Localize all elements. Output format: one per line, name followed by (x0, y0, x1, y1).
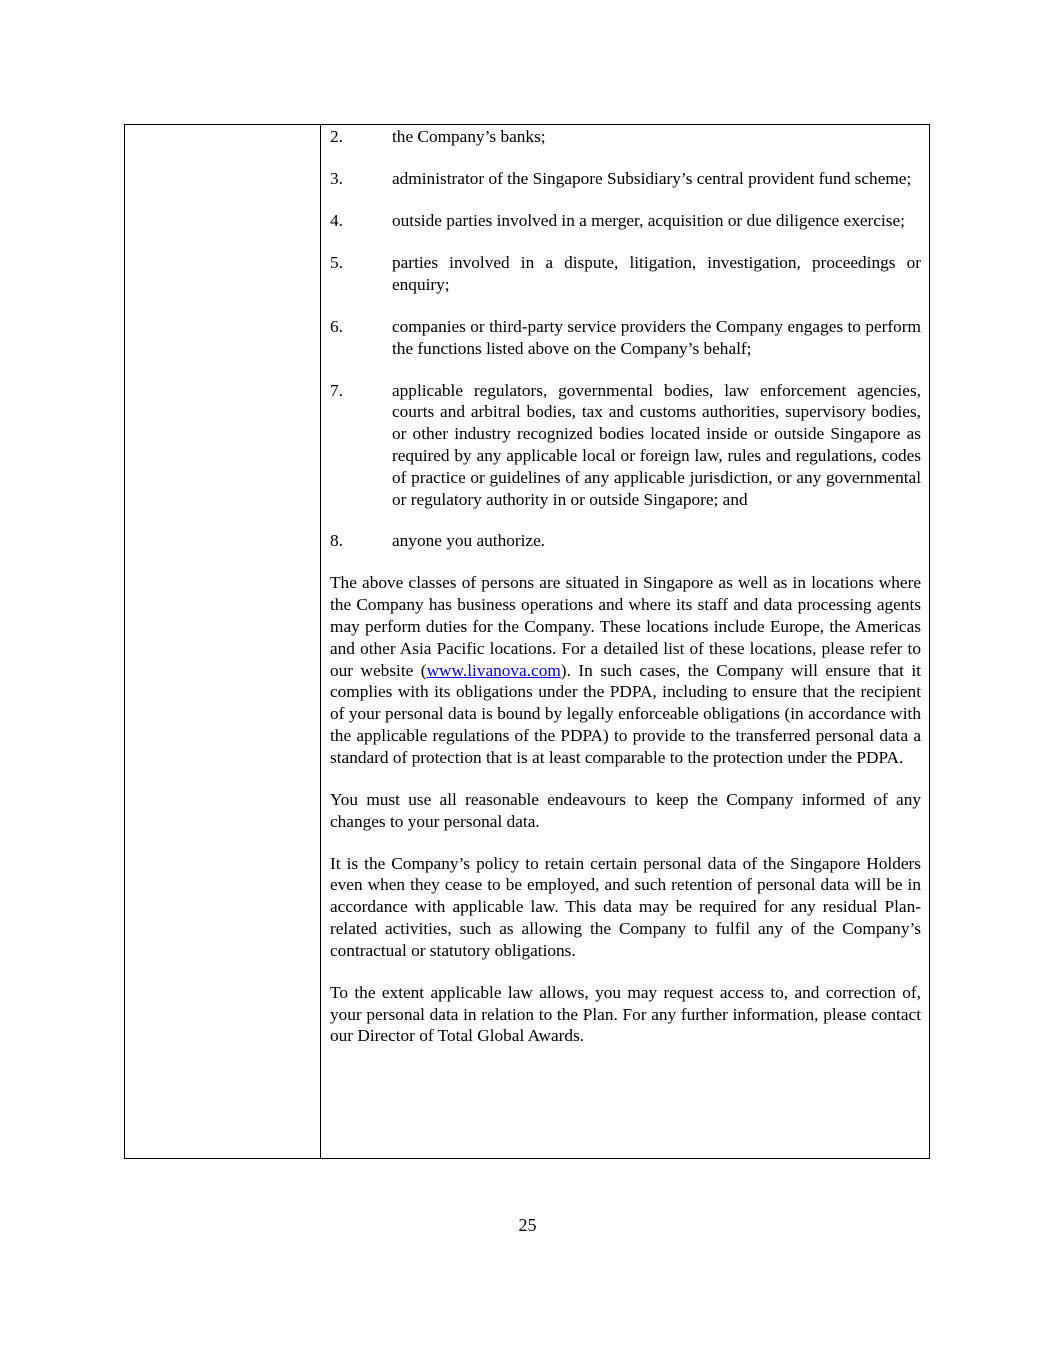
list-item-text: administrator of the Singapore Subsidiary’s central provident fund scheme; (392, 168, 912, 188)
list-item (330, 252, 921, 296)
list-item-number: 6. (330, 316, 343, 336)
list-item (330, 316, 921, 360)
page-number: 25 (518, 1215, 537, 1235)
list-item-text: anyone you authorize. (392, 531, 546, 551)
list-item-text: outside parties involved in a merger, acquisition or due diligence exercise; (392, 210, 905, 230)
list-item-number: 5. (330, 252, 343, 272)
list-item-text: applicable regulators, governmental bodies, law enforcement agencies, courts and arbitral bodies, tax and customs authorities, supervisory bodies, or other industry recognized bodies located inside or outside Singapore as required by any applicable local or foreign law, rules and regulations, codes of practice or guidelines of any applicable jurisdiction, or any governmental or regulatory authority in or outside Singapore; and (392, 380, 921, 509)
list-item-number: 3. (330, 168, 343, 188)
right-column-cell (321, 125, 929, 1158)
paragraph-locations-text-before: The above classes of persons are situated in Singapore as well as in locations where the Company has business operations and where its staff and data processing agents may perform duties for the Company. These locations include Europe, the Americas and other Asia Pacific locations. For a detailed list of these locations, please refer to our website ( (330, 573, 921, 680)
list-item-number: 4. (330, 210, 343, 230)
list-item-text: companies or third-party service providers the Company engages to perform the functions listed above on the Company’s behalf; (392, 316, 921, 358)
paragraph-access: To the extent applicable law allows, you may request access to, and correction of, your personal data in relation to the Plan. For any further information, please contact our Director of Total Global Awards. (330, 982, 921, 1046)
website-link[interactable]: www.livanova.com (426, 660, 561, 680)
paragraph-inform: You must use all reasonable endeavours to keep the Company informed of any changes to your personal data. (330, 789, 921, 831)
list-item (330, 210, 921, 232)
list-item-number: 8. (330, 531, 343, 551)
paragraph-retention: It is the Company’s policy to retain certain personal data of the Singapore Holders even when they cease to be employed, and such retention of personal data will be in accordance with applicable law. This data may be required for any residual Plan-related activities, such as allowing the Company to fulfil any of the Company’s contractual or statutory obligations. (330, 853, 921, 960)
left-column-cell (125, 125, 321, 1158)
list-item (330, 380, 921, 511)
paragraph-locations-text-after: ). In such cases, the Company will ensure that it complies with its obligations under the PDPA, including to ensure that the recipient of your personal data is bound by legally enforceable obligations (in accordance with the applicable regulations of the PDPA) to provide to the transferred personal data a standard of protection that is at least comparable to the protection under the PDPA. (330, 660, 921, 767)
paragraph-locations (330, 572, 921, 768)
list-item-number: 7. (330, 380, 343, 400)
content-table (124, 124, 930, 1159)
list-item (330, 530, 921, 552)
list-item (330, 168, 921, 190)
list-item-text: parties involved in a dispute, litigation, investigation, proceedings or enquiry; (392, 252, 921, 294)
list-item-text: the Company’s banks; (392, 127, 546, 146)
list-item (330, 126, 921, 148)
list-item-number: 2. (330, 127, 343, 146)
